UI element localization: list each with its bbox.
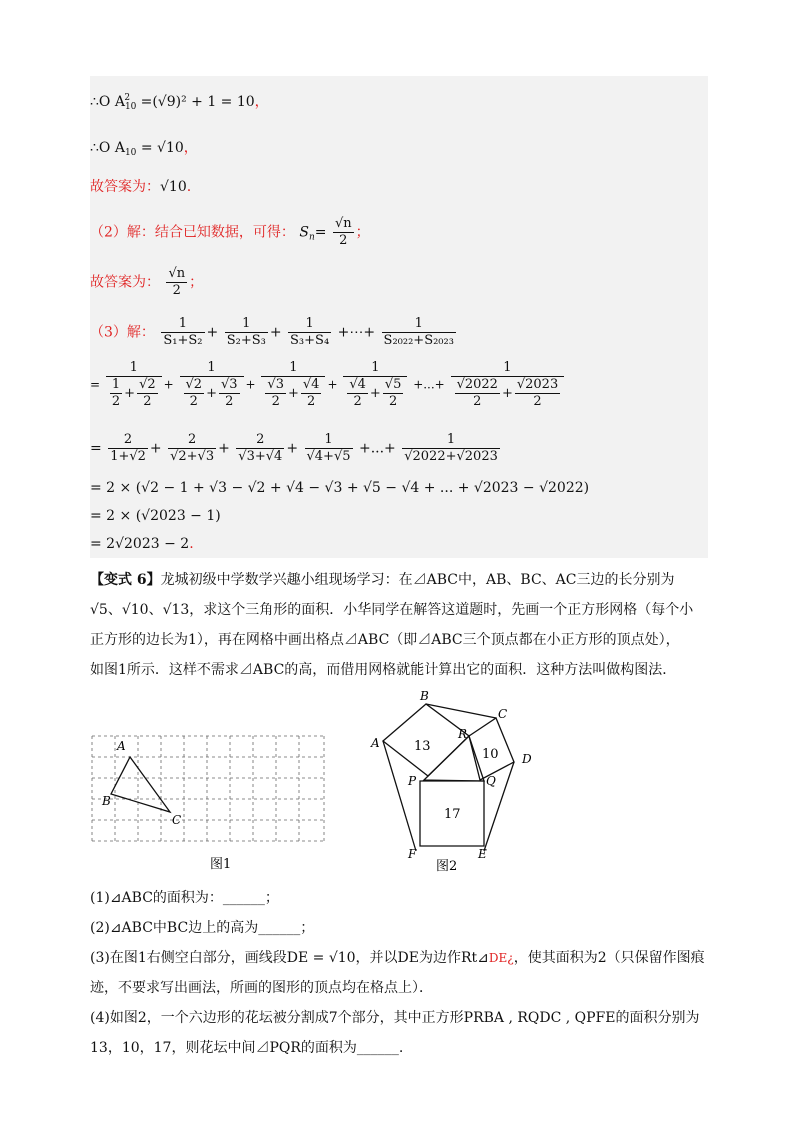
figure-1: [90, 732, 330, 877]
label-f: F: [408, 847, 417, 861]
question-4: (4)如图2，一个六边形的花坛被分割成7个部分，其中正方形PRBA , RQDC , QPFE的面积分别为: [90, 1010, 700, 1026]
grid-lines: [92, 736, 324, 841]
frac-den: √4+√5: [306, 449, 351, 464]
sn-num: √n: [334, 216, 352, 231]
part-2: [90, 216, 370, 249]
problem-tag: 【变式 6】: [90, 572, 161, 588]
label-b2: B: [420, 689, 429, 703]
inner-num: √3: [220, 377, 238, 392]
sn-fraction: [333, 216, 354, 249]
part-2-end: ；: [355, 224, 370, 241]
inner-num: 1: [111, 377, 121, 392]
part-3-label: （3）解：: [90, 324, 155, 341]
step1-eq: =: [90, 377, 101, 392]
inner-den: 2: [225, 394, 234, 409]
inner-num: √5: [384, 377, 402, 392]
step5-end: .: [189, 536, 194, 552]
step5-text: = 2√2023 − 2: [90, 536, 190, 552]
frac-den: S₁+S₂: [163, 333, 203, 348]
area-10: 10: [482, 747, 499, 762]
frac-den: $\frac{√3}{2}$ + $\frac{√4}{2}$: [267, 377, 320, 409]
problem-line-4: 如图1所示．这样不需求⊿ABC的高，而借用网格就能计算出它的面积．这种方法叫做构图法．: [90, 662, 677, 678]
frac-den: √2022+√2023: [404, 449, 498, 464]
line1-rest: =(√9)² + 1 = 10: [140, 94, 255, 110]
inner-den: 2: [353, 394, 362, 409]
inner-num: √2022: [456, 377, 498, 392]
oa-sub-2: 10: [124, 148, 137, 158]
line1-comma: ，: [254, 94, 269, 110]
frac-num: 1: [161, 316, 204, 333]
frac-den: √2+√3: [170, 449, 215, 464]
part3-frac-3: [288, 316, 331, 349]
step2-term-3: [236, 432, 284, 465]
frac-den: S₂+S₃: [226, 333, 266, 348]
frac-num: 1: [451, 360, 565, 377]
step1-term-4: [343, 360, 407, 410]
frac-den: √3+√4: [238, 449, 283, 464]
solution-block: [90, 76, 708, 558]
frac-den: 1+√2: [110, 449, 146, 464]
part3-dots: +⋯+: [337, 324, 376, 341]
figure-2: [368, 688, 548, 878]
label-d: D: [522, 752, 532, 766]
frac-num: 2: [108, 432, 148, 449]
step1-term-3: [261, 360, 325, 410]
inner-den: 2: [111, 394, 121, 409]
problem-line-1: [90, 568, 710, 592]
problem-line-3: 正方形的边长为1），再在网格中画出格点⊿ABC（即⊿ABC三个顶点都在小正方形的顶点处），: [90, 632, 680, 648]
answer-1-label: 故答案为：: [90, 179, 160, 195]
question-2: (2)⊿ABC中BC边上的高为______；: [90, 920, 315, 936]
question-3: [90, 946, 710, 970]
oa-sup: 2: [124, 93, 131, 103]
step-1: = 1 $\frac{1}{2}$ + $\frac{√2}{2}$ + 1 $\frac{√2}{2}$ + $\frac{√3}{2}$ + 1 $\frac{√3}{2}$ + $\frac{√4}{2}$ + 1 $\frac{√4}{2}$ + $\frac{√5}{2}$ +...+ 1 $\frac{√2022}{2}$ + $\frac{√2023}{2}$: [90, 360, 566, 410]
step1-term-5: [451, 360, 565, 410]
question-4-cont: 13，10，17，则花坛中间⊿PQR的面积为______.: [90, 1040, 404, 1056]
oa-label: ∴O A: [90, 94, 125, 110]
oa-label-2: ∴O A: [90, 140, 125, 156]
answer-2-num: √n: [168, 266, 186, 281]
answer-2-end: ；: [189, 274, 204, 291]
q3-part-a: (3)在图1右侧空白部分，画线段DE = √10，并以DE为边作Rt⊿: [90, 950, 489, 966]
answer-1-value: √10: [160, 179, 187, 195]
oa-sub: 10: [124, 102, 137, 112]
step2-eq: =: [90, 440, 102, 457]
step2-term-2: [168, 432, 216, 465]
step2-dots: +...+: [358, 440, 396, 457]
step-3: = 2 × (√2 − 1 + √3 − √2 + √4 − √3 + √5 − √4 + ... + √2023 − √2022): [90, 480, 590, 496]
sn-var: S: [299, 224, 309, 241]
part3-frac-2: [225, 316, 268, 349]
line2-comma: ，: [183, 140, 198, 156]
problem-text-1: 龙城初级中学数学兴趣小组现场学习：在⊿ABC中，AB、BC、AC三边的长分别为: [160, 572, 675, 588]
figure-2-caption: 图2: [436, 859, 458, 874]
label-a: A: [117, 739, 126, 753]
sn-eq: =: [314, 224, 327, 241]
inner-num: √2: [185, 377, 203, 392]
answer-2: [90, 266, 203, 299]
figure-1-caption: 图1: [210, 857, 232, 872]
q3-garbled: DE¿: [488, 951, 514, 965]
frac-num: 1: [261, 360, 325, 377]
step-4: = 2 × (√2023 − 1): [90, 508, 221, 524]
label-r: R: [458, 727, 468, 741]
inner-den: 2: [307, 394, 316, 409]
inner-num: √4: [349, 377, 366, 392]
solution-line-1: [90, 88, 269, 117]
answer-2-fraction: [166, 266, 187, 299]
part3-frac-1: [161, 316, 204, 349]
inner-den: 2: [189, 394, 198, 409]
inner-den: 2: [271, 394, 280, 409]
step1-term-1: [106, 360, 162, 410]
edge-af: [383, 741, 416, 851]
inner-num: √4: [302, 377, 320, 392]
frac-num: 2: [168, 432, 216, 449]
sn-den: 2: [339, 233, 348, 248]
step1-term-2: [180, 360, 244, 410]
inner-den: 2: [533, 394, 542, 409]
label-q: Q: [486, 774, 496, 788]
label-p: P: [408, 774, 417, 788]
part-2-label: （2）解：结合已知数据，可得：: [90, 224, 295, 241]
frac-den: $\frac{√2022}{2}$ + $\frac{√2023}{2}$: [456, 377, 559, 409]
inner-num: √3: [267, 377, 284, 392]
frac-den: $\frac{√4}{2}$ + $\frac{√5}{2}$: [349, 377, 402, 409]
solution-line-2: [90, 138, 198, 163]
frac-den: $\frac{√2}{2}$ + $\frac{√3}{2}$: [185, 377, 238, 409]
step2-term-5: [402, 432, 500, 465]
frac-num: 1: [288, 316, 331, 333]
part-3: （3）解： $\frac{1}{\text{S₁+S₂}}$ + $\frac{1}{\text{S₂+S₃}}$ + $\frac{1}{\text{S₃+S₄}}$ +⋯+ $\frac{1}{\text{S₂₀₂₂+S₂₀₂₃}}$: [90, 316, 454, 348]
frac-num: 1: [225, 316, 268, 333]
answer-1: [90, 177, 191, 197]
question-3-cont: 迹，不要求写出画法，所画的图形的顶点均在格点上）．: [90, 980, 433, 996]
step-2: = $\frac{2}{1+√2}$ + $\frac{2}{√2+√3}$ + $\frac{2}{√3+√4}$ + $\frac{1}{√4+√5}$ +...+ $\frac{1}{√2022+√2023}$: [90, 432, 498, 464]
inner-den: 2: [143, 394, 152, 409]
label-b: B: [102, 794, 111, 808]
inner-num: √2023: [516, 377, 559, 392]
inner-den: 2: [388, 394, 398, 409]
answer-1-end: .: [186, 179, 192, 195]
label-a2: A: [371, 736, 380, 750]
area-17: 17: [444, 807, 461, 822]
answer-2-den: 2: [172, 283, 181, 298]
label-c: C: [172, 813, 182, 827]
frac-den: S₂₀₂₂+S₂₀₂₃: [383, 333, 454, 348]
part3-frac-4: [382, 316, 456, 349]
label-c2: C: [498, 707, 508, 721]
edge-bc: [426, 704, 496, 718]
step1-dots: +...+: [413, 377, 445, 392]
answer-2-label: 故答案为：: [90, 274, 160, 291]
frac-num: 1: [180, 360, 244, 377]
area-13: 13: [414, 739, 431, 754]
problem-line-2: √5、√10、√13，求这个三角形的面积．小华同学在解答这道题时，先画一个正方形网格（每个小: [90, 602, 694, 618]
frac-num: 1: [106, 360, 162, 377]
line2-rest: = √10: [140, 140, 184, 156]
frac-num: 1: [382, 316, 456, 333]
question-1: (1)⊿ABC的面积为：______；: [90, 890, 279, 906]
inner-den: 2: [473, 394, 482, 409]
label-e: E: [478, 847, 487, 861]
frac-num: 1: [343, 360, 407, 377]
frac-den: S₃+S₄: [290, 333, 330, 348]
sn-sub: n: [308, 232, 315, 243]
step2-term-4: [305, 432, 353, 465]
step2-term-1: [108, 432, 148, 465]
step-5: [90, 534, 194, 554]
q3-part-b: ，使其面积为2（只保留作图痕: [513, 950, 705, 966]
frac-num: 2: [236, 432, 284, 449]
frac-num: 1: [402, 432, 500, 449]
frac-den: $\frac{1}{2}$ + $\frac{√2}{2}$: [111, 377, 156, 409]
inner-num: √2: [139, 377, 156, 392]
frac-num: 1: [305, 432, 353, 449]
